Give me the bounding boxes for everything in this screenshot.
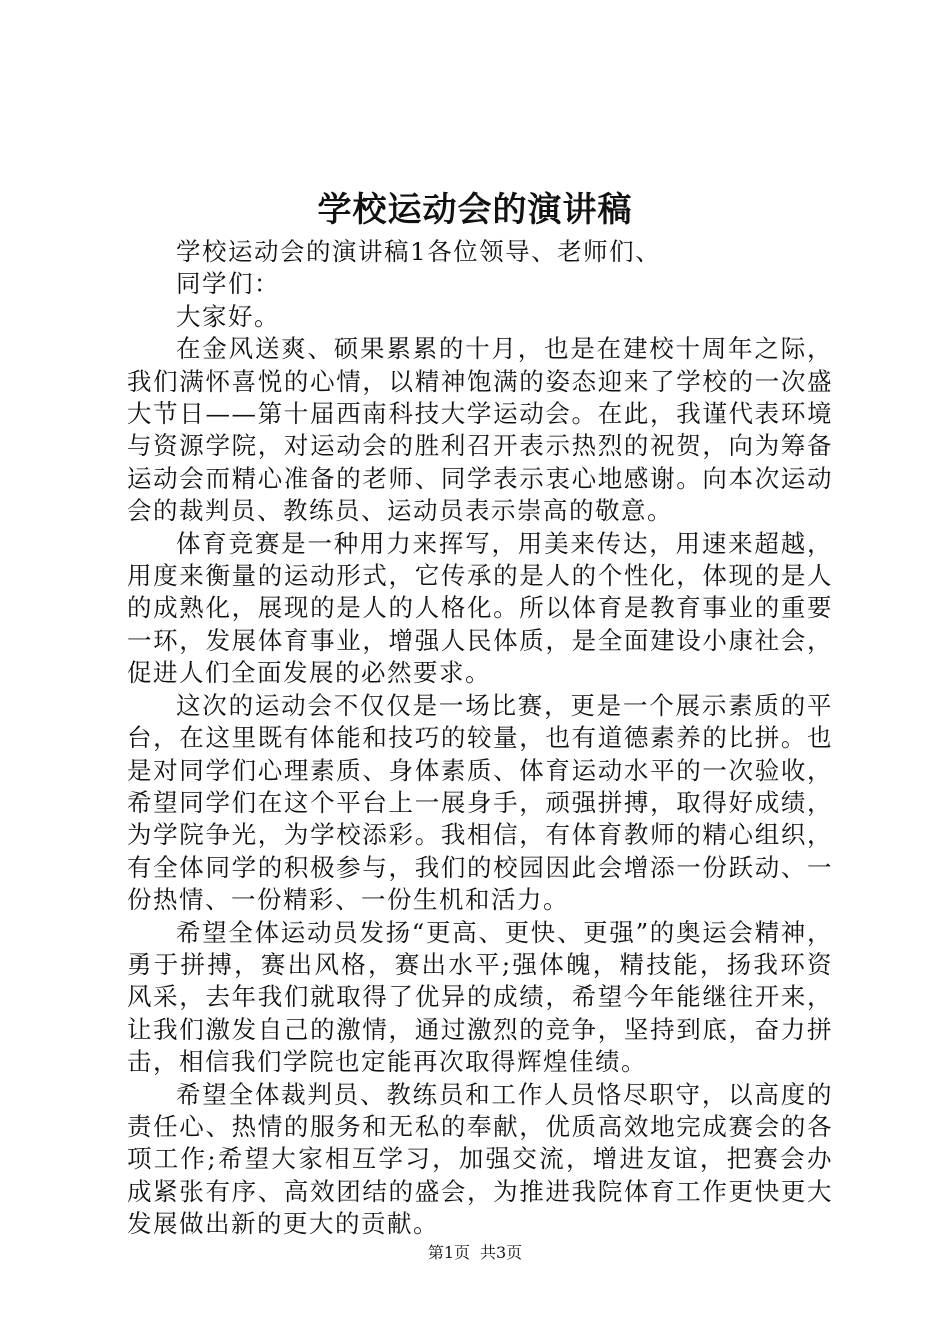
paragraph: 体育竞赛是一种用力来挥写，用美来传达，用速来超越，用度来衡量的运动形式，它传承的是人的个性化，体现的是人的成熟化，展现的是人的人格化。所以体育是教育事业的重要一环，发展体育事业，增强人民体质，是全面建设小康社会，促进人们全面发展的必然要求。 [127, 528, 833, 688]
paragraph: 同学们： [176, 269, 280, 299]
page-total: 共3页 [480, 1243, 523, 1262]
page-number: 第1页 [427, 1243, 470, 1262]
paragraph: 希望全体裁判员、教练员和工作人员恪尽职守，以高度的责任心、热情的服务和无私的奉献，优质高效地完成赛会的各项工作;希望大家相互学习，加强交流，增进友谊，把赛会办成紧张有序、高效团结的盛会，为推进我院体育工作更快更大发展做出新的更大的贡献。 [127, 1079, 833, 1239]
paragraph: 这次的运动会不仅仅是一场比赛，更是一个展示素质的平台，在这里既有体能和技巧的较量，也有道德素养的比拼。也是对同学们心理素质、身体素质、体育运动水平的一次验收，希望同学们在这个平台上一展身手，顽强拼搏，取得好成绩，为学院争光，为学校添彩。我相信，有体育教师的精心组织，有全体同学的积极参与，我们的校园因此会增添一份跃动、一份热情、一份精彩、一份生机和活力。 [127, 690, 833, 915]
paragraph: 希望全体运动员发扬“更高、更快、更强”的奥运会精神，勇于拼搏，赛出风格，赛出水平;强体魄，精技能，扬我环资风采，去年我们就取得了优异的成绩，希望今年能继往开来，让我们激发自己的激情，通过激烈的竞争，坚持到底，奋力拼击，相信我们学院也定能再次取得辉煌佳绩。 [127, 917, 833, 1077]
page-footer [0, 1242, 950, 1264]
paragraph: 在金风送爽、硕果累累的十月，也是在建校十周年之际，我们满怀喜悦的心情，以精神饱满的姿态迎来了学校的一次盛大节日——第十届西南科技大学运动会。在此，我谨代表环境与资源学院，对运动会的胜利召开表示热烈的祝贺，向为筹备运动会而精心准备的老师、同学表示衷心地感谢。向本次运动会的裁判员、教练员、运动员表示崇高的敬意。 [127, 334, 833, 526]
paragraph: 大家好。 [176, 301, 280, 331]
document-body [127, 236, 833, 1241]
document-title: 学校运动会的演讲稿 [317, 190, 633, 230]
paragraph: 学校运动会的演讲稿1各位领导、老师们、 [176, 237, 662, 266]
